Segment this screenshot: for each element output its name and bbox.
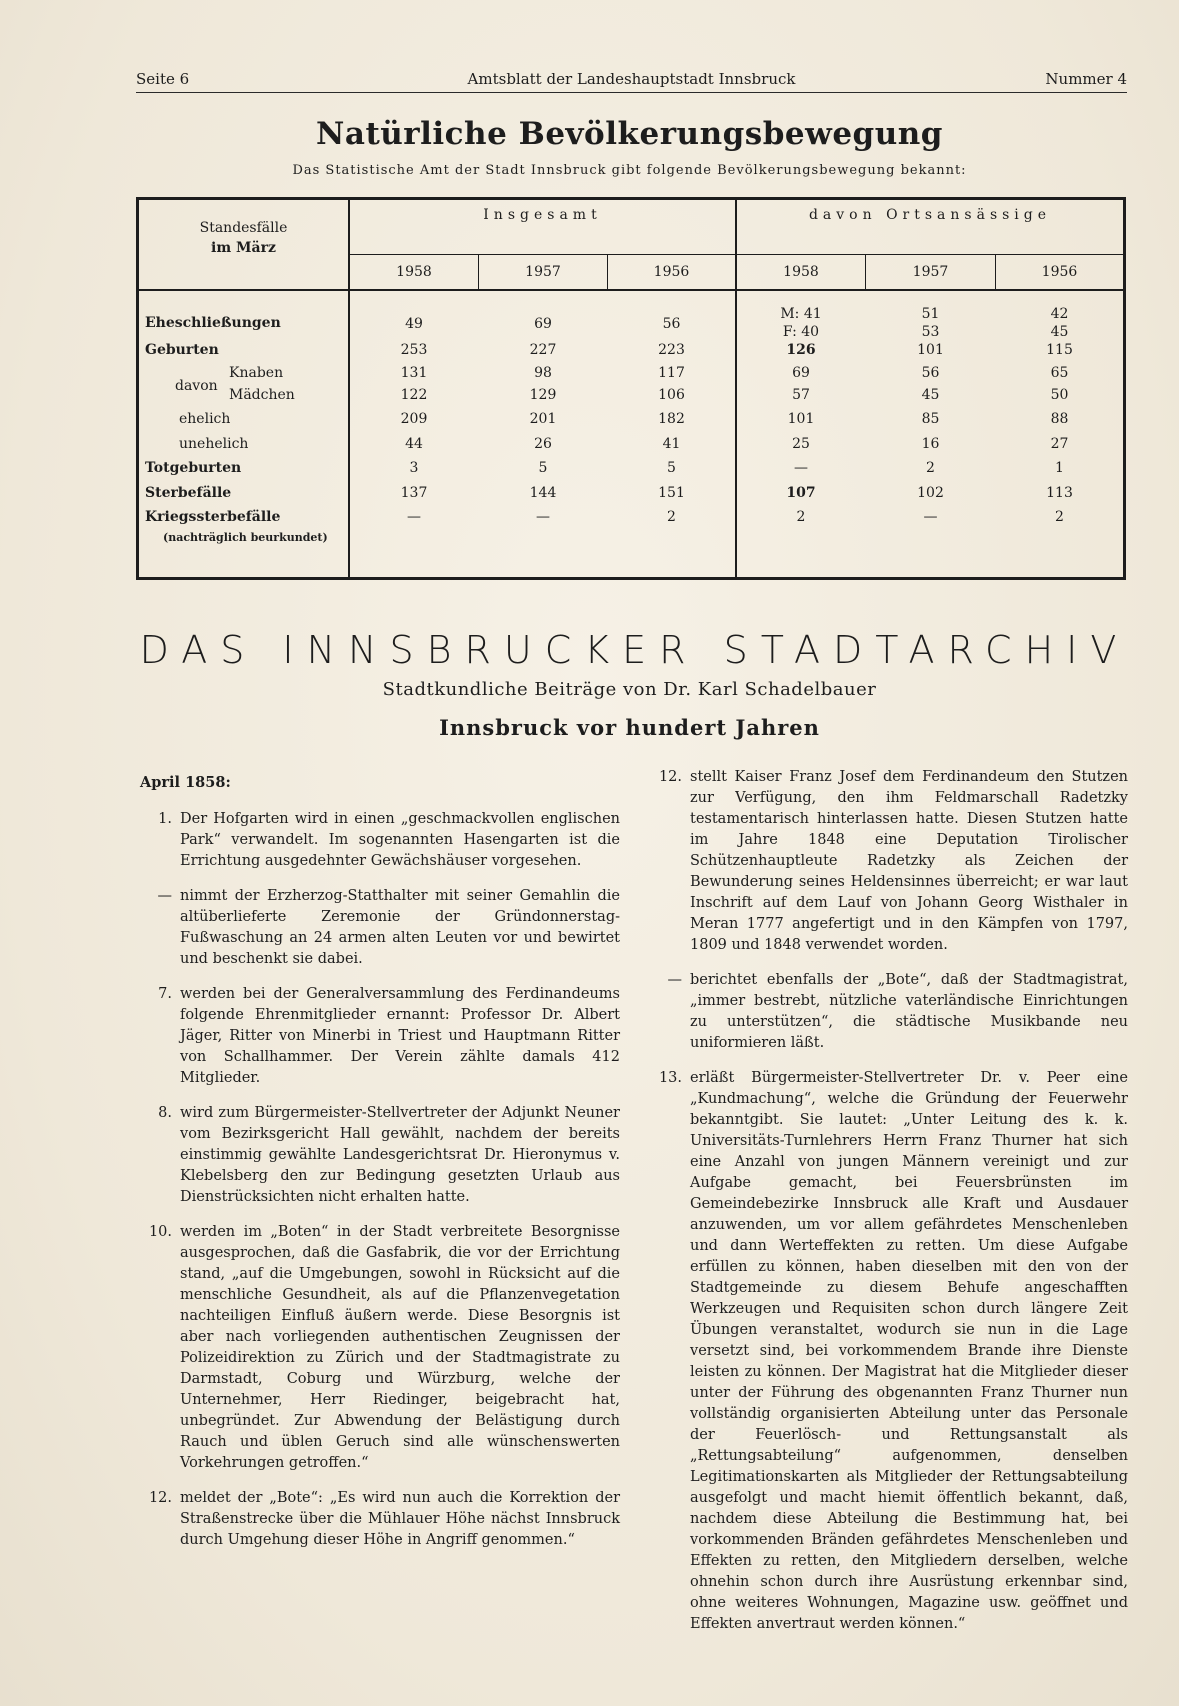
row-label-girls: Mädchen bbox=[229, 387, 295, 403]
chronicle-entry bbox=[140, 1103, 620, 1208]
row-label-births: Geburten bbox=[145, 342, 219, 358]
archive-section-title: Innsbruck vor hundert Jahren bbox=[439, 715, 820, 740]
table-cell-wardeaths: 2 bbox=[667, 509, 676, 525]
row-label-deaths: Sterbefälle bbox=[145, 485, 232, 501]
chronicle-entry bbox=[650, 970, 1128, 1054]
table-cell-boys: 69 bbox=[792, 365, 810, 381]
year-header: 1956 bbox=[653, 264, 690, 280]
table-cell-boys: 56 bbox=[921, 365, 940, 381]
archive-title: DAS INNSBRUCKER STADTARCHIV bbox=[139, 628, 1130, 672]
table-cell-deaths: 151 bbox=[658, 485, 685, 501]
table-cell-legit: 88 bbox=[1050, 411, 1069, 427]
year-header: 1956 bbox=[1041, 264, 1078, 280]
year-header: 1958 bbox=[783, 264, 819, 280]
table-cell-births: 115 bbox=[1046, 342, 1073, 358]
table-cell-marriages: 49 bbox=[405, 316, 423, 332]
row-label-illegit: unehelich bbox=[179, 436, 249, 452]
table-cell-births: 101 bbox=[917, 342, 944, 358]
table-cell-births: 223 bbox=[658, 342, 685, 358]
table-cell-boys: 65 bbox=[1050, 365, 1069, 381]
group-header-local: davon Ortsansässige bbox=[808, 207, 1052, 223]
table-cell-legit: 201 bbox=[529, 411, 557, 427]
table-cell-boys: 98 bbox=[534, 365, 552, 381]
table-cell-deaths: 137 bbox=[400, 485, 428, 501]
table-cell-marriages: F: 40 bbox=[782, 324, 820, 340]
entry-text: stellt Kaiser Franz Josef dem Ferdinandeum den Stutzen zur Verfügung, den ihm Feldmarschall Radetzky testamentarisch hinterlassen hatte. Diesen Stutzen hatte im Jahre 1848 eine Deputation Tirolischer Schützenhauptleute Radetzky als Zeichen der Bewunderung seines Heldensinnes überreicht; er war laut Inschrift auf dem Lauf von Johann Georg Wisthaler in Meran 1777 angefertigt und in den Kämpfen von 1797, 1809 und 1848 verwendet worden. bbox=[690, 769, 1128, 953]
chronicle-entry bbox=[140, 984, 620, 1089]
table-cell-illegit: 27 bbox=[1050, 436, 1069, 452]
entry-text: nimmt der Erzherzog-Statthalter mit seiner Gemahlin die altüberlieferte Zeremonie der Gründonnerstag-Fußwaschung an 24 armen alten Leuten vor und bewirtet und beschenkt sie dabei. bbox=[180, 888, 620, 967]
entry-text: meldet der „Bote“: „Es wird nun auch die Korrektion der Straßenstrecke über die Mühlauer Höhe nächst Innsbruck durch Umgehung dieser Höhe in Angriff genommen.“ bbox=[180, 1490, 620, 1548]
text-column-right bbox=[650, 767, 1128, 1649]
article-intro: Das Statistische Amt der Stadt Innsbruck gibt folgende Bevölkerungsbewegung bekannt: bbox=[292, 163, 967, 178]
running-header bbox=[136, 70, 1127, 93]
row-label-stillbirths: Totgeburten bbox=[145, 460, 242, 476]
row-label-wardeaths-note: (nachträglich beurkundet) bbox=[163, 531, 328, 544]
table-cell-births: 227 bbox=[529, 342, 557, 358]
table-cell-illegit: 25 bbox=[792, 436, 810, 452]
entry-text: werden bei der Generalversammlung des Ferdinandeums folgende Ehrenmitglieder ernannt: Professor Dr. Albert Jäger, Ritter von Minerbi in Triest und Hauptmann Ritter von Schallhammer. Der Verein zählte damals 412 Mitglieder. bbox=[180, 986, 620, 1086]
table-cell-wardeaths: 2 bbox=[796, 509, 806, 525]
table-cell-marriages: 45 bbox=[1050, 324, 1069, 340]
table-cell-illegit: 44 bbox=[405, 436, 423, 452]
row-label-marriages: Eheschließungen bbox=[145, 315, 281, 331]
archive-subtitle: Stadtkundliche Beiträge von Dr. Karl Schadelbauer bbox=[382, 679, 877, 700]
entry-text: Der Hofgarten wird in einen „geschmackvollen englischen Park“ verwandelt. Im sogenannten Hasengarten ist die Errichtung ausgedehnter Gewächshäuser vorgesehen. bbox=[180, 811, 620, 869]
table-cell-girls: 122 bbox=[400, 387, 428, 403]
chronicle-entry bbox=[650, 767, 1128, 956]
table-cell-births: 253 bbox=[400, 342, 428, 358]
entry-number: 12. bbox=[658, 769, 682, 785]
table-cell-legit: 209 bbox=[400, 411, 428, 427]
entry-number: 13. bbox=[658, 1070, 682, 1086]
row-label-boys: Knaben bbox=[229, 365, 284, 381]
month-heading: April 1858: bbox=[140, 774, 231, 791]
table-cell-marriages: 51 bbox=[921, 306, 940, 322]
entry-number: — bbox=[667, 972, 682, 988]
entry-text: werden im „Boten“ in der Stadt verbreitete Besorgnisse ausgesprochen, daß die Gasfabrik, die vor der Errichtung stand, „auf die Umgebungen, sowohl in Rücksicht auf die menschliche Gesundheit, als auf die Pflanzenvegetation nachteiligen Einfluß äußern werde. Diese Besorgnis ist aber nach vorliegenden authentischen Zeugnissen der Polizeidirektion zu Zürich und der Stadtmagistrate zu Darmstadt, Coburg und Würzburg, welche der Unternehmer, Herr Riedinger, beigebracht hat, unbegründet. Zur Abwendung der Belästigung durch Rauch und üblen Geruch sind alle wünschenswerten Vorkehrungen getroffen.“ bbox=[180, 1224, 620, 1471]
table-cell-marriages: M: 41 bbox=[780, 306, 822, 322]
text-column-left bbox=[140, 772, 620, 1565]
table-cell-illegit: 16 bbox=[921, 436, 940, 452]
table-cell-wardeaths: — bbox=[407, 509, 421, 525]
table-cell-girls: 129 bbox=[529, 387, 557, 403]
stub-header: Standesfälle bbox=[199, 220, 288, 236]
table-cell-illegit: 41 bbox=[662, 436, 681, 452]
statistics-table bbox=[136, 197, 1126, 580]
entry-text: erläßt Bürgermeister-Stellvertreter Dr. v. Peer eine „Kundmachung“, welche die Gründung der Feuerwehr bekanntgibt. Sie lautet: „Unter Leitung des k. k. Universitäts-Turnlehrers Herrn Franz Thurner hat sich eine Anzahl von jungen Männern vereinigt und zur Aufgabe gemacht, bei Feuersbrünsten im Gemeindebezirke Innsbruck alle Kraft und Ausdauer anzuwenden, um vor allem gefährdetes Menschenleben und dann Werteffekten zu retten. Um diese Aufgabe erfüllen zu können, haben dieselben mit den von der Stadtgemeinde zu diesem Behufe angeschafften Werkzeugen und Requisiten schon durch längere Zeit Übungen veranstaltet, wodurch sie nun in die Lage versetzt sind, bei vorkommendem Brande ihre Dienste leisten zu können. Der Magistrat hat die Mitglieder dieser unter der Führung des obgenannten Franz Thurner nun vollständig organisierten Abteilung unter das Personale der Feuerlösch- und Rettungsanstalt als „Rettungsabteilung“ aufgenommen, denselben Legitimationskarten als Mitglieder der Rettungsabteilung ausgefolgt und macht hiemit öffentlich bekannt, daß, nachdem diese Abteilung die Bestimmung hat, bei vorkommenden Bränden gefährdetes Menschenleben und Effekten zu retten, den Mitgliedern derselben, welche ohnehin schon durch ihre Ausrüstung erkennbar sind, ohne weiteres Wohnungen, Magazine usw. geöffnet und Effekten anvertraut werden können.“ bbox=[690, 1070, 1128, 1632]
chronicle-entry bbox=[140, 1222, 620, 1474]
table-cell-legit: 85 bbox=[921, 411, 940, 427]
entry-number: — bbox=[157, 888, 172, 904]
table-cell-legit: 182 bbox=[658, 411, 685, 427]
table-cell-marriages: 69 bbox=[534, 316, 552, 332]
table-cell-stillbirths: 5 bbox=[667, 460, 676, 476]
year-header: 1957 bbox=[912, 264, 949, 280]
table-cell-girls: 57 bbox=[792, 387, 810, 403]
table-cell-deaths: 144 bbox=[529, 485, 557, 501]
chronicle-entry bbox=[650, 1068, 1128, 1635]
table-cell-girls: 45 bbox=[921, 387, 940, 403]
article-title: Natürliche Bevölkerungsbewegung bbox=[316, 116, 943, 152]
table-cell-wardeaths: — bbox=[536, 509, 550, 525]
row-label-wardeaths: Kriegssterbefälle bbox=[145, 509, 281, 525]
entry-number: 10. bbox=[148, 1224, 172, 1240]
table-cell-marriages: 42 bbox=[1050, 306, 1069, 322]
table-cell-stillbirths: 2 bbox=[926, 460, 935, 476]
table-cell-deaths: 113 bbox=[1046, 485, 1073, 501]
table-cell-stillbirths: 1 bbox=[1055, 460, 1064, 476]
header-title: Amtsblatt der Landeshauptstadt Innsbruck bbox=[467, 70, 796, 88]
year-header: 1957 bbox=[525, 264, 561, 280]
table-rule bbox=[139, 289, 1123, 291]
table-cell-wardeaths: 2 bbox=[1055, 509, 1064, 525]
year-header: 1958 bbox=[396, 264, 432, 280]
table-cell-marriages: 53 bbox=[921, 324, 940, 340]
table-cell-wardeaths: — bbox=[923, 509, 938, 525]
stub-header-month: im März bbox=[211, 240, 276, 256]
chronicle-entry bbox=[140, 809, 620, 872]
table-cell-girls: 106 bbox=[658, 387, 685, 403]
entry-number: 7. bbox=[158, 986, 172, 1002]
entry-number: 8. bbox=[158, 1105, 172, 1121]
table-cell-boys: 117 bbox=[658, 365, 685, 381]
row-label-legit: ehelich bbox=[179, 411, 231, 427]
entry-number: 1. bbox=[158, 811, 172, 827]
table-cell-stillbirths: 5 bbox=[538, 460, 548, 476]
header-issue: Nummer 4 bbox=[1045, 70, 1127, 88]
row-label-davon: davon bbox=[175, 378, 218, 394]
table-cell-boys: 131 bbox=[400, 365, 428, 381]
table-cell-stillbirths: 3 bbox=[409, 460, 419, 476]
table-cell-deaths: 102 bbox=[917, 485, 944, 501]
table-cell-births: 126 bbox=[786, 342, 816, 358]
table-cell-stillbirths: — bbox=[794, 460, 808, 476]
chronicle-entry bbox=[140, 886, 620, 970]
table-cell-marriages: 56 bbox=[662, 316, 681, 332]
entry-text: berichtet ebenfalls der „Bote“, daß der Stadtmagistrat, „immer bestrebt, nützliche vaterländische Einrichtungen zu unterstützen“, die städtische Musikbande neu uniformieren läßt. bbox=[690, 972, 1128, 1051]
table-cell-girls: 50 bbox=[1050, 387, 1069, 403]
table-cell-legit: 101 bbox=[787, 411, 815, 427]
entry-number: 12. bbox=[148, 1490, 172, 1506]
group-header-total: Insgesamt bbox=[483, 207, 602, 223]
header-page: Seite 6 bbox=[136, 70, 190, 88]
entry-text: wird zum Bürgermeister-Stellvertreter der Adjunkt Neuner vom Bezirksgericht Hall gewählt, nachdem der bereits einstimmig gewählte Landesgerichtsrat Dr. Hieronymus v. Klebelsberg den zur Bedingung gesetzten Urlaub aus Dienstrücksichten nicht erhalten hatte. bbox=[180, 1105, 620, 1205]
table-cell-deaths: 107 bbox=[786, 485, 816, 501]
table-cell-illegit: 26 bbox=[534, 436, 552, 452]
chronicle-entry bbox=[140, 1488, 620, 1551]
table-rule bbox=[348, 254, 1123, 255]
